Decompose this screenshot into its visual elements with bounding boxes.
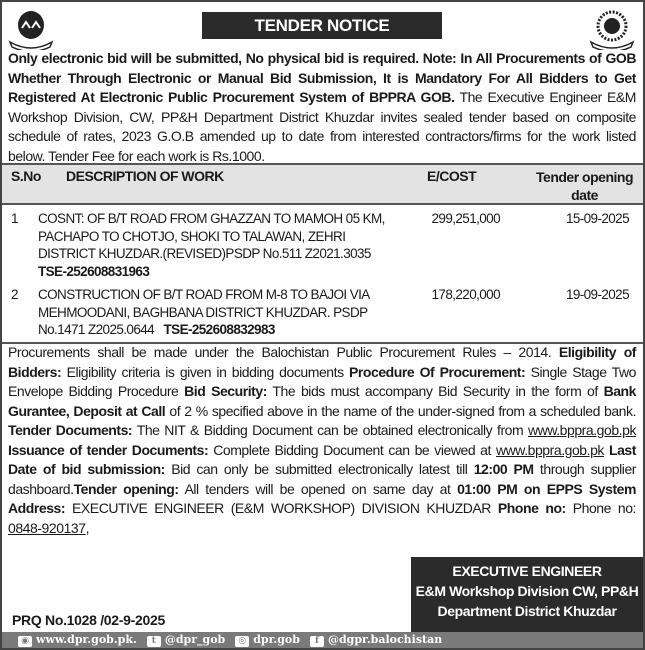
signature-title: EXECUTIVE ENGINEER — [452, 563, 602, 579]
terms-text: Eligibility criteria is given in bidding documents — [61, 363, 349, 380]
table-row — [2, 286, 643, 342]
terms-text: The NIT & Bidding Document can be obtained electronically from — [132, 422, 529, 438]
table-header — [2, 165, 643, 205]
terms-heading: Bank Gurantee, Deposit at Call — [8, 383, 636, 419]
row-tse-number: TSE-252608831963 — [38, 263, 150, 279]
terms-heading: Tender opening: — [73, 480, 179, 497]
footer-bar — [2, 632, 643, 648]
header-description: DESCRIPTION OF WORK — [66, 168, 224, 184]
terms-heading: 01:00 PM on EPPS System — [457, 480, 636, 497]
header-sno: S.No — [11, 168, 41, 184]
signature-division: E&M Workshop Division CW, PP&H — [415, 583, 639, 599]
facebook-handle[interactable]: @dgpr.balochistan — [327, 633, 443, 646]
row-description — [38, 286, 398, 339]
intro-paragraph — [8, 49, 636, 167]
intro-bold-note: Only electronic bid will be submitted, No physical bid is required. Note: In All Procurements of GOB Whether Through Electronic or Manual Bid Submission, It is Mandatory For All Bidders to Get Registered At Electronic Public Procurement System of BPPRA GOB. — [8, 50, 636, 106]
bppra-link[interactable]: www.bppra.gob.pk — [495, 441, 604, 458]
terms-heading: Address: — [8, 500, 66, 516]
terms-text: The bids must accompany Bid Security in the form of — [266, 383, 604, 399]
twitter-handle[interactable]: @dpr_gob — [164, 633, 226, 646]
intro-text: The Executive Engineer E&M Workshop Division, CW, PP&H Department District Khuzdar invites sealed tender based on composite schedule of rates, 2023 G.O.B amended up to date from interested contractors/firms for the work listed below. Tender Fee for each work is Rs.1000. — [8, 89, 636, 164]
row-description-text: COSNT: OF B/T ROAD FROM GHAZZAN TO MAMOH 05 KM, PACHAPO TO CHOTJO, SHOKI TO TALAWAN, ZEHRI DISTRICT KHUZDAR.(REVISED)PSDP No.511 Z2021.3035 — [38, 211, 385, 261]
phone-number[interactable]: 0848-920137 — [8, 519, 86, 536]
twitter-icon: t — [147, 636, 161, 647]
terms-text: through supplier dashboard. — [8, 461, 636, 497]
terms-heading: Eligibility of Bidders: — [8, 344, 637, 380]
instagram-handle[interactable]: dpr.gob — [253, 633, 300, 646]
footer-twitter[interactable] — [147, 632, 225, 648]
web-link[interactable]: www.dpr.gob.pk. — [36, 633, 137, 646]
terms-heading: 12:00 PM — [473, 461, 534, 477]
header-cost: E/COST — [427, 168, 477, 184]
header-date-line1: Tender opening — [536, 169, 633, 185]
terms-heading: Bid Security: — [184, 383, 267, 399]
terms-text: All tenders will be opened on same day at — [178, 480, 458, 497]
terms-heading: Phone no: — [497, 500, 566, 516]
terms-text: Bid can only be submitted electronically latest till — [164, 461, 474, 477]
works-table — [2, 163, 643, 344]
facebook-icon: f — [310, 636, 324, 647]
terms-heading: Tender Documents: — [8, 422, 133, 438]
tender-notice-title: TENDER NOTICE — [202, 12, 442, 39]
terms-text: Procurements shall be made under the Balochistan Public Procurement Rules – 2014. — [8, 344, 559, 360]
row-description-text: CONSTRUCTION OF B/T ROAD FROM M-8 TO BAJOI VIA MEHMOODANI, BAGHBANA DISTRICT KHUZDAR. PSDP No.1471 Z2025.0644 — [38, 287, 369, 337]
signature-department: Department District Khuzdar — [437, 603, 617, 619]
terms-text: Phone no: — [565, 500, 636, 516]
balochistan-emblem-logo — [8, 8, 54, 50]
row-date: 19-09-2025 — [565, 287, 629, 302]
prq-number: PRQ No.1028 /02-9-2025 — [12, 612, 165, 628]
instagram-icon: ◎ — [235, 636, 249, 647]
row-tse-number: TSE-252608832983 — [163, 322, 275, 337]
row-sno: 1 — [11, 211, 18, 226]
row-cost: 299,251,000 — [431, 211, 500, 226]
terms-heading: Procedure Of Procurement: — [349, 363, 526, 380]
terms-heading: Last Date of bid submission: — [8, 441, 636, 477]
terms-text: EXECUTIVE ENGINEER (E&M WORKSHOP) DIVISION KHUZDAR — [65, 500, 498, 516]
header-date — [536, 168, 633, 204]
row-sno: 2 — [11, 287, 18, 302]
header-date-line2: date — [571, 187, 598, 203]
terms-text: Complete Bidding Document can be viewed at — [208, 441, 496, 458]
terms-heading: Issuance of tender Documents: — [8, 441, 209, 458]
row-date: 15-09-2025 — [565, 211, 629, 226]
terms-text: Single Stage Two Envelope Bidding Procedure — [8, 363, 636, 399]
department-seal-logo — [589, 8, 635, 50]
footer-web[interactable] — [18, 632, 137, 648]
table-row — [2, 210, 643, 286]
row-cost: 178,220,000 — [431, 287, 500, 302]
signature-block — [411, 557, 643, 632]
row-description — [38, 210, 398, 280]
footer-facebook[interactable] — [310, 632, 442, 648]
terms-text: of 2 % specified above in the name of the under-signed from a scheduled bank. — [165, 402, 637, 419]
globe-icon: ◉ — [18, 636, 32, 647]
terms-text: , — [85, 519, 90, 536]
terms-paragraph — [8, 343, 636, 538]
bppra-link[interactable]: www.bppra.gob.pk — [528, 422, 636, 438]
footer-instagram[interactable] — [235, 632, 300, 648]
